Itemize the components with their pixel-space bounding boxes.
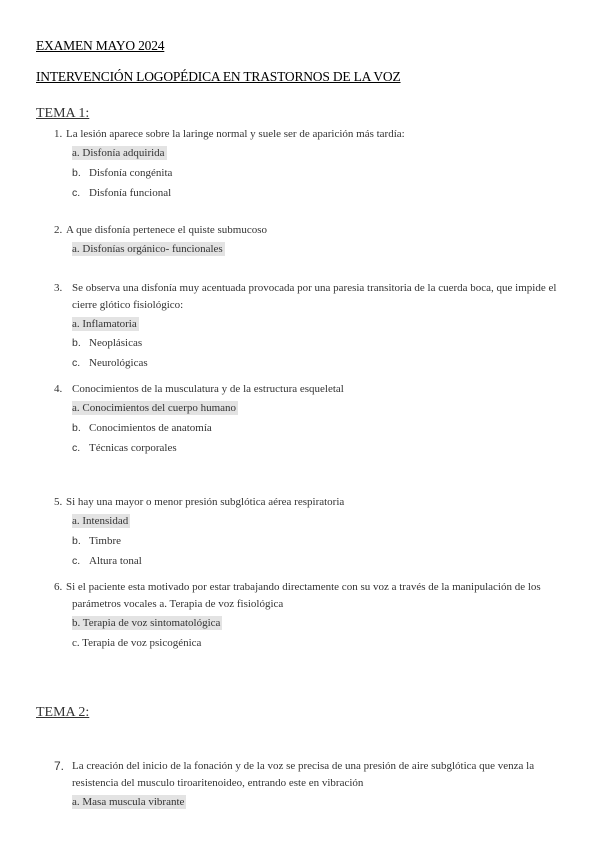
q6-option-b: b. Terapia de voz sintomatológica xyxy=(72,617,221,629)
document-page: EXAMEN MAYO 2024 INTERVENCIÓN LOGOPÉDICA EN TRASTORNOS DE LA VOZ TEMA 1: 1. La lesión aparece sobre la laringe normal y suele ser de aparición más tardía: a. Disfonía adquirida b. Disfonía congénita c. Disfonía funcional 2. A que disfonía pertenece el quiste submucoso a. Disfonías orgánico- funcionales 3. Se observa una disfonía muy acentuada provocada por una paresia transitoria de la cuerda boca, que impide el cierre glótico fisiológico: a. Inflamatoria b. Neoplásicas c. Neurológicas 4. Conocimientos de la musculatura y de la estructura esqueletal a. Conocimientos del cuerpo humano b. Conocimientos de anatomía c. Técnicas corporales 5. Si hay una mayor o menor presión subglótica aérea respiratoria a. Intensidad b. Timbre c. Altura tonal 6. Si el paciente esta motivado por estar trabajando directamente con su voz a través de la manipulación de los parámetros vocales a. Terapia de voz fisiológica b. Terapia de voz sintomatológica c. Terapia de voz psicogénica TEMA 2: 7. La creación del inicio de la fonación y de la voz se precisa de una presión de aire subglótica que venza la resistencia del musculo tiroaritenoideo, entrando este en vibración a. Masa muscula vibrante xyxy=(0,0,600,848)
q3-option-c: c. Neurológicas xyxy=(72,357,148,369)
q5-option-b: b. Timbre xyxy=(72,535,121,547)
q5-option-a: a. Intensidad xyxy=(72,515,129,527)
q3-option-b: b. Neoplásicas xyxy=(72,337,143,349)
q1-option-b: b. Disfonía congénita xyxy=(72,167,173,179)
q1-option-a: a. Disfonía adquirida xyxy=(72,147,165,159)
subject-title: INTERVENCIÓN LOGOPÉDICA EN TRASTORNOS DE LA VOZ xyxy=(36,69,401,84)
question-6: 6. Si el paciente esta motivado por estar trabajando directamente con su voz a través de la manipulación de los parámetros vocales a. Terapia de voz fisiológica xyxy=(54,581,541,610)
q4-option-b: b. Conocimientos de anatomía xyxy=(72,422,212,434)
question-3: 3. Se observa una disfonía muy acentuada provocada por una paresia transitoria de la cuerda boca, que impide el cierre glótico fisiológico: xyxy=(54,282,557,311)
q4-option-a: a. Conocimientos del cuerpo humano xyxy=(72,402,237,414)
tema-1-heading: TEMA 1: xyxy=(36,106,90,121)
exam-title: EXAMEN MAYO 2024 xyxy=(36,38,165,53)
tema-2-heading: TEMA 2: xyxy=(36,705,90,720)
q3-option-a: a. Inflamatoria xyxy=(72,318,137,330)
q5-option-c: c. Altura tonal xyxy=(72,555,142,567)
q6-option-c: c. Terapia de voz psicogénica xyxy=(72,637,202,649)
q2-option-a: a. Disfonías orgánico- funcionales xyxy=(72,243,223,255)
q7-option-a: a. Masa muscula vibrante xyxy=(72,796,185,808)
q1-option-c: c. Disfonía funcional xyxy=(72,187,172,199)
q4-option-c: c. Técnicas corporales xyxy=(72,442,177,454)
question-7: 7. La creación del inicio de la fonación y de la voz se precisa de una presión de aire subglótica que venza la resistencia del musculo tiroaritenoideo, entrando este en vibración xyxy=(54,759,535,789)
question-text: La lesión aparece sobre la laringe normal y suele ser de aparición más tardía: xyxy=(66,128,405,140)
